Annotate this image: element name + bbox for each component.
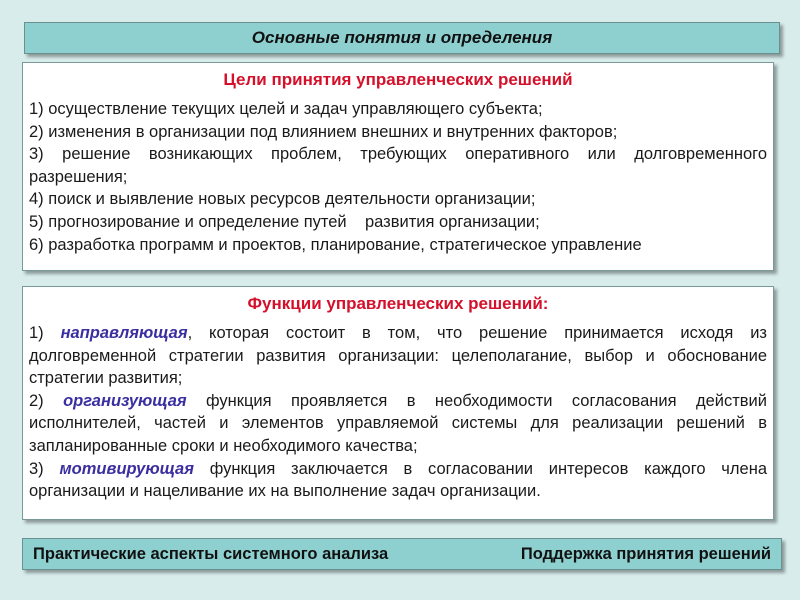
- function-item: [29, 390, 767, 458]
- page-title: Основные понятия и определения: [251, 28, 553, 47]
- function-number: 3): [29, 459, 60, 478]
- function-keyword: организующая: [63, 391, 187, 410]
- function-keyword: направляющая: [60, 324, 188, 342]
- function-description: функция проявляется в необходимости согласования действий исполнителей, частей и элементов управляемой системы для реализации решений в запланированные сроки и необходимого качества;: [29, 391, 767, 455]
- goals-heading: Цели принятия управленческих решений: [223, 70, 573, 89]
- goal-item: 2) изменения в организации под влиянием внешних и внутренних факторов;: [29, 122, 618, 141]
- function-number: 2): [29, 391, 64, 410]
- goals-panel: [22, 62, 774, 271]
- footer-left-label: Практические аспекты системного анализа: [33, 544, 389, 563]
- goal-item: 6) разработка программ и проектов, планирование, стратегическое управление: [29, 235, 642, 254]
- function-description: функция заключается в согласовании интересов каждого члена организации и нацеливание их на выполнение задач организации.: [29, 459, 768, 501]
- footer-right-label: Поддержка принятия решений: [520, 544, 771, 563]
- function-description: , которая состоит в том, что решение принимается исходя из долговременной стратегии развития организации: целеполагание, выбор и обоснование стратегии развития;: [29, 324, 767, 388]
- goal-item: 4) поиск и выявление новых ресурсов деятельности организации;: [29, 190, 536, 209]
- footer-bar: [22, 538, 782, 570]
- function-item: [29, 322, 767, 390]
- function-keyword: мотивирующая: [59, 459, 194, 478]
- goal-item: 5) прогнозирование и определение путей развития организации;: [29, 212, 540, 231]
- function-number: 1): [29, 324, 61, 342]
- goal-item: 3) решение возникающих проблем, требующих оперативного или долговременного разрешения;: [29, 145, 767, 186]
- page-title-bar: [24, 22, 780, 54]
- functions-panel: [22, 286, 774, 520]
- function-item: [29, 458, 767, 503]
- goal-item: 1) осуществление текущих целей и задач управляющего субъекта;: [29, 100, 543, 118]
- functions-heading: Функции управленческих решений:: [247, 294, 549, 313]
